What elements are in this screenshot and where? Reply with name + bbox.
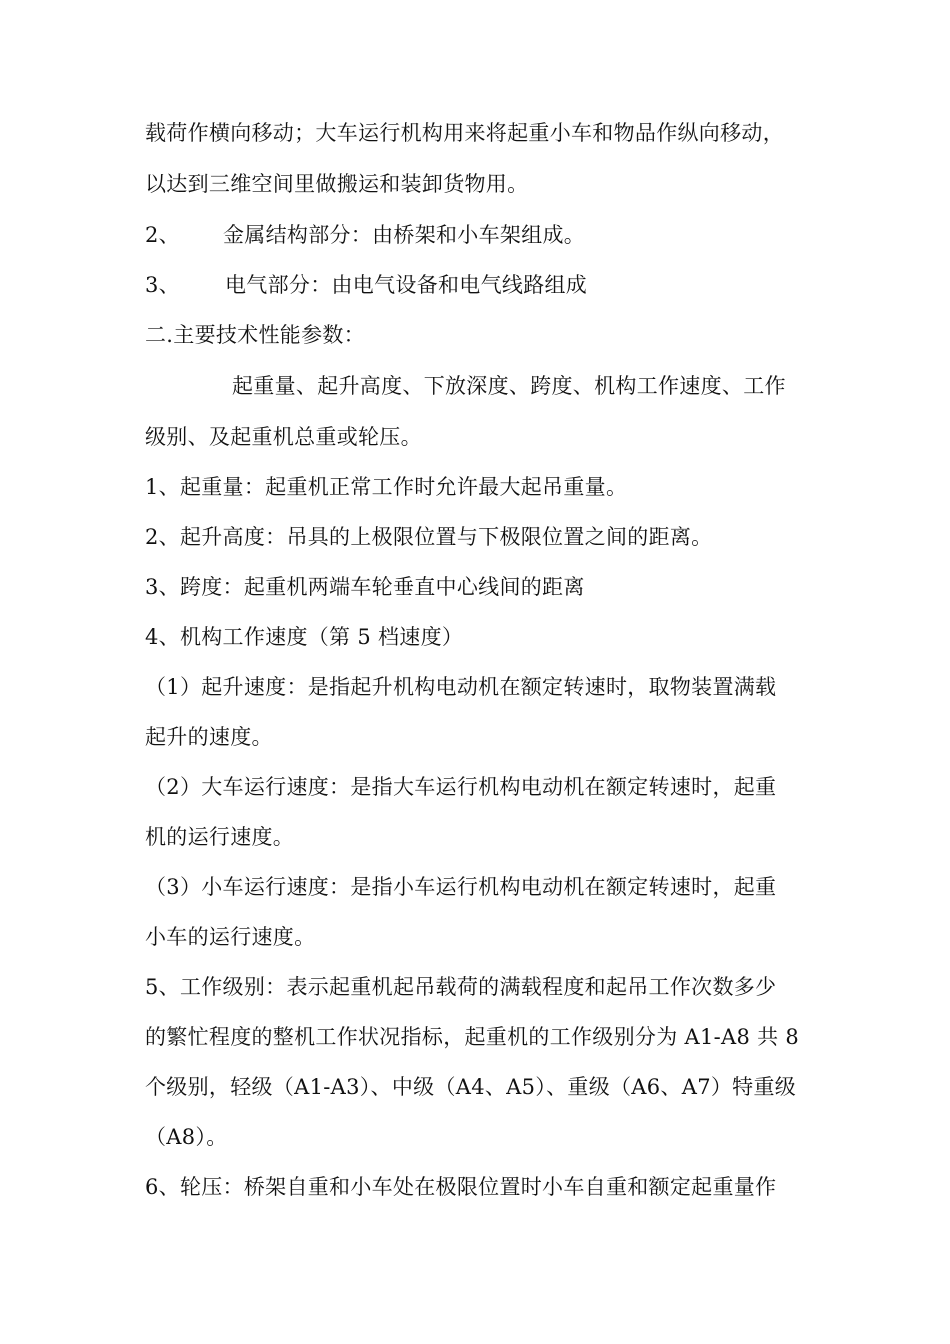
text-line: 小车的运行速度。 [145, 925, 316, 949]
text-line: 级别、及起重机总重或轮压。 [145, 425, 422, 449]
numbered-item [145, 270, 825, 300]
text-line: 4、机构工作速度（第 5 档速度） [145, 625, 464, 649]
numbered-item [145, 220, 825, 250]
text-line: （A8）。 [145, 1125, 228, 1149]
text-line: 2、起升高度：吊具的上极限位置与下极限位置之间的距离。 [145, 525, 713, 549]
text-line: （3）小车运行速度：是指小车运行机构电动机在额定转速时，起重 [145, 875, 777, 899]
text-line: 3、跨度：起重机两端车轮垂直中心线间的距离 [145, 575, 585, 599]
text-line: 1、起重量：起重机正常工作时允许最大起吊重量。 [145, 475, 628, 499]
text-line: （2）大车运行速度：是指大车运行机构电动机在额定转速时，起重 [145, 775, 777, 799]
text-line: 个级别，轻级（A1-A3）、中级（A4、A5）、重级（A6、A7）特重级 [145, 1075, 797, 1099]
text-line: 载荷作横向移动；大车运行机构用来将起重小车和物品作纵向移动， [145, 121, 784, 145]
text-line: 5、工作级别：表示起重机起吊载荷的满载程度和起吊工作次数多少 [145, 975, 777, 999]
text-line: 的繁忙程度的整机工作状况指标，起重机的工作级别分为 A1-A8 共 8 [145, 1025, 800, 1049]
item-text: 金属结构部分：由桥架和小车架组成。 [223, 223, 586, 247]
text-line: （1）起升速度：是指起升机构电动机在额定转速时，取物装置满载 [145, 675, 777, 699]
item-number: 3、 [145, 273, 180, 297]
text-line: 机的运行速度。 [145, 825, 295, 849]
text-line: 以达到三维空间里做搬运和装卸货物用。 [145, 172, 529, 196]
item-text: 电气部分：由电气设备和电气线路组成 [225, 273, 588, 297]
text-line: 起重量、起升高度、下放深度、跨度、机构工作速度、工作 [232, 374, 786, 398]
text-line: 6、轮压：桥架自重和小车处在极限位置时小车自重和额定起重量作 [145, 1175, 777, 1199]
section-heading: 二.主要技术性能参数： [145, 323, 365, 347]
text-line: 起升的速度。 [145, 725, 273, 749]
item-number: 2、 [145, 223, 180, 247]
